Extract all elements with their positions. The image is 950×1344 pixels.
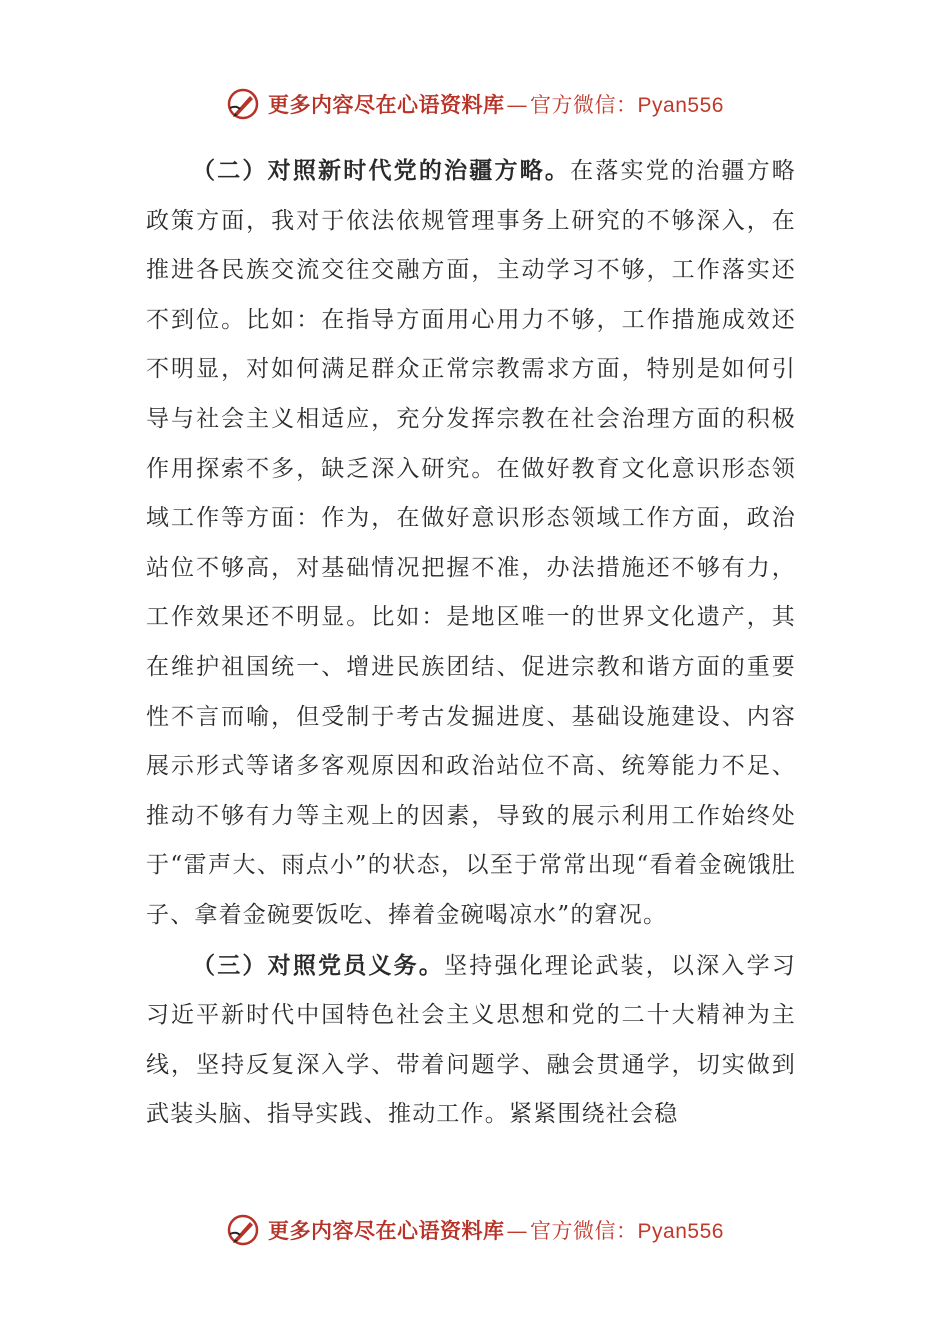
pen-logo-icon [226, 87, 260, 121]
footer-banner [0, 1208, 950, 1252]
header-banner [0, 82, 950, 126]
banner-wechat-id: Pyan556 [637, 1220, 724, 1243]
banner-main-text: 更多内容尽在心语资料库 [268, 92, 505, 117]
paragraph-section-3 [146, 941, 796, 1140]
banner-main-text: 更多内容尽在心语资料库 [268, 1218, 505, 1243]
paragraph-body-3: 坚持强化理论武装，以深入学习习近平新时代中国特色社会主义思想和党的二十大精神为主线，坚持反复深入学、带着问题学、融会贯通学，切实做到武装头脑、指导实践、推动工作。紧紧围绕社会稳 [146, 952, 796, 1128]
banner-wechat-id: Pyan556 [637, 94, 724, 117]
paragraph-section-2 [146, 146, 796, 941]
paragraph-body-2: 在落实党的治疆方略政策方面，我对于依法依规管理事务上研究的不够深入，在推进各民族交流交往交融方面，主动学习不够，工作落实还不到位。比如：在指导方面用心用力不够，工作措施成效还不明显，对如何满足群众正常宗教需求方面，特别是如何引导与社会主义相适应，充分发挥宗教在社会治理方面的积极作用探索不多，缺乏深入研究。在做好教育文化意识形态领域工作等方面：作为，在做好意识形态领域工作方面，政治站位不够高，对基础情况把握不准，办法措施还不够有力，工作效果还不明显。比如：是地区唯一的世界文化遗产，其在维护祖国统一、增进民族团结、促进宗教和谐方面的重要性不言而喻，但受制于考古发掘进度、基础设施建设、内容展示形式等诸多客观原因和政治站位不高、统筹能力不足、推动不够有力等主观上的因素，导致的展示利用工作始终处于“雷声大、雨点小”的状态，以至于常常出现“看着金碗饿肚子、拿着金碗要饭吃、捧着金碗喝凉水”的窘况。 [146, 158, 796, 928]
banner-official-label: 官方微信： [530, 1219, 638, 1243]
section-heading-2: （二）对照新时代党的治疆方略。 [192, 157, 571, 184]
banner-official-label: 官方微信： [530, 93, 638, 117]
pen-logo-icon [226, 1213, 260, 1247]
banner-dash: — [506, 1219, 529, 1243]
banner-dash: — [506, 93, 529, 117]
banner-text [268, 89, 724, 119]
section-heading-3: （三）对照党员义务。 [192, 951, 445, 979]
document-body [146, 146, 796, 1140]
banner-text [268, 1215, 724, 1245]
